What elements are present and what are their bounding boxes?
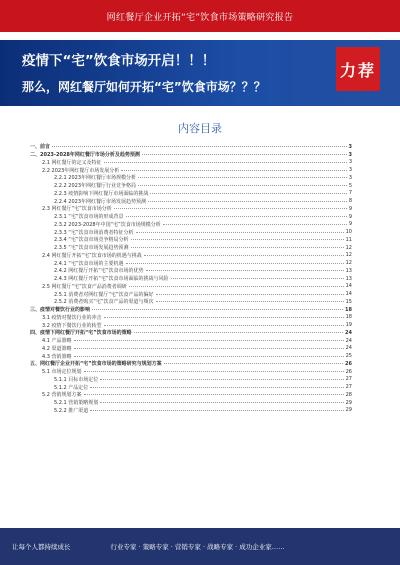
toc-entry-page: 11 (345, 236, 352, 243)
toc-entry-label: 2.4.1 “宅”饮食市场的主要机遇 (54, 260, 124, 267)
toc-leader-dots (156, 294, 344, 295)
toc-entry-page: 8 (348, 198, 352, 205)
toc-entry-label: 2.3.3 “宅”饮食市场消费者特征分析 (54, 229, 134, 236)
header-panel (0, 40, 400, 106)
toc-entry-page: 26 (345, 360, 352, 367)
toc-entry-page: 15 (345, 298, 352, 305)
toc-entry-label: 2.4.3 网红餐厅开拓“宅”饮食市场面临的挑战与风险 (54, 276, 169, 283)
toc-entry-page: 29 (345, 407, 352, 414)
toc-leader-dots (171, 278, 344, 279)
toc-entry-label: 2.3.4 “宅”饮食市场竞争格局分析 (54, 237, 129, 244)
toc-entry[interactable] (30, 399, 352, 407)
toc-leader-dots (126, 216, 347, 217)
toc-entry[interactable] (30, 306, 352, 314)
brand-seal: 力荐 (336, 47, 380, 91)
toc-entry-page: 27 (345, 384, 352, 391)
toc-leader-dots (100, 379, 343, 380)
toc-entry[interactable] (30, 345, 352, 353)
toc-leader-dots (148, 201, 347, 202)
toc-entry[interactable] (30, 182, 352, 190)
toc-leader-dots (156, 301, 344, 302)
toc-leader-dots (142, 154, 347, 155)
toc-entry-page: 13 (345, 267, 352, 274)
toc-entry-page: 13 (345, 275, 352, 282)
toc-entry-page: 18 (345, 314, 352, 321)
toc-entry-page: 24 (345, 337, 352, 344)
toc-entry-label: 2.1 网红餐厅的定义及特征 (42, 159, 102, 166)
toc-leader-dots (104, 317, 344, 318)
toc-leader-dots (131, 247, 344, 248)
toc-entry-label: 4.3 营销策略 (42, 353, 72, 360)
toc-entry-label: 2.4 网红餐厅开拓“宅”饮食市场的机遇与挑战 (42, 252, 142, 259)
toc-entry-page: 26 (345, 368, 352, 375)
toc-entry-label: 2.2.1 2023年网红餐厅市场规模分析 (54, 175, 137, 182)
banner-title: 网红餐厅企业开拓“宅”饮食市场策略研究报告 (106, 12, 294, 23)
toc-entry[interactable] (30, 283, 352, 291)
toc-leader-dots (163, 224, 347, 225)
table-of-contents (30, 143, 352, 414)
toc-entry-label: 2.4.2 网红餐厅开拓“宅”饮食市场的优势 (54, 268, 144, 275)
toc-entry-page: 14 (345, 283, 352, 290)
toc-leader-dots (84, 394, 344, 395)
toc-entry-page: 24 (345, 345, 352, 352)
toc-entry[interactable] (30, 259, 352, 267)
toc-leader-dots (74, 356, 344, 357)
toc-leader-dots (131, 239, 344, 240)
toc-leader-dots (90, 410, 343, 411)
toc-leader-dots (164, 363, 343, 364)
toc-leader-dots (92, 309, 343, 310)
toc-entry[interactable] (30, 383, 352, 391)
toc-leader-dots (84, 371, 344, 372)
toc-entry[interactable] (30, 252, 352, 260)
toc-entry-page: 19 (345, 322, 352, 329)
toc-entry-page: 28 (345, 391, 352, 398)
subheadline: 那么，网红餐厅如何开拓“宅”饮食市场？？？ (22, 80, 266, 94)
toc-leader-dots (129, 286, 344, 287)
toc-entry[interactable] (30, 321, 352, 329)
toc-leader-dots (52, 146, 347, 147)
toc-entry[interactable] (30, 314, 352, 322)
toc-leader-dots (138, 185, 347, 186)
toc-entry-page: 3 (348, 167, 352, 174)
toc-entry-label: 四、疫情下网红餐厅开拓“宅”饮食市场的策略 (30, 330, 132, 337)
toc-entry[interactable] (30, 213, 352, 221)
toc-entry[interactable] (30, 298, 352, 306)
toc-entry-label: 2.2.2 2023年网红餐厅行业竞争格局 (54, 183, 137, 190)
toc-entry-label: 3.2 疫情下餐饮行业的转型 (42, 322, 102, 329)
toc-entry[interactable] (30, 275, 352, 283)
toc-leader-dots (134, 332, 343, 333)
toc-entry[interactable] (30, 205, 352, 213)
toc-leader-dots (74, 348, 344, 349)
toc-entry-label: 5.1 市场定位规划 (42, 369, 82, 376)
toc-entry[interactable] (30, 151, 352, 159)
toc-entry-page: 27 (345, 376, 352, 383)
toc-entry-page: 12 (345, 244, 352, 251)
toc-entry-page: 3 (348, 174, 352, 181)
toc-leader-dots (146, 270, 344, 271)
toc-leader-dots (144, 255, 344, 256)
toc-entry[interactable] (30, 376, 352, 384)
toc-entry-label: 五、网红餐厅企业开拓“宅”饮食市场的策略研究与规划方案 (30, 361, 162, 368)
toc-entry[interactable] (30, 244, 352, 252)
toc-entry-page: 29 (345, 399, 352, 406)
toc-entry[interactable] (30, 360, 352, 368)
toc-entry-label: 2.2.3 疫情影响下网红餐厅市场面临的挑战 (54, 190, 149, 197)
toc-entry-page: 12 (345, 252, 352, 259)
toc-entry[interactable] (30, 159, 352, 167)
toc-entry-label: 2.2.4 2023年网红餐厅市场发展趋势预测 (54, 198, 147, 205)
toc-entry-page: 12 (345, 260, 352, 267)
toc-entry-label: 5.2 营销规划方案 (42, 392, 82, 399)
toc-entry-page: 14 (345, 291, 352, 298)
toc-entry[interactable] (30, 352, 352, 360)
toc-leader-dots (121, 170, 347, 171)
top-banner (0, 0, 400, 32)
toc-leader-dots (90, 387, 343, 388)
toc-entry-label: 2.3 网红餐厅“宅”饮食市场分析 (42, 206, 112, 213)
toc-leader-dots (74, 340, 344, 341)
headline: 疫情下“宅”饮食市场开启！！！ (22, 53, 216, 69)
toc-entry[interactable] (30, 267, 352, 275)
toc-entry-label: 3.1 疫情对餐饮行业的冲击 (42, 314, 102, 321)
toc-entry-page: 18 (345, 306, 352, 313)
toc-entry-page: 10 (345, 229, 352, 236)
toc-entry[interactable] (30, 221, 352, 229)
toc-entry-label: 一、前言 (30, 144, 51, 151)
toc-entry-label: 2.3.5 “宅”饮食市场发展趋势预测 (54, 245, 129, 252)
toc-entry-label: 三、疫情对餐饮行业的影响 (30, 307, 91, 314)
toc-entry-page: 9 (348, 213, 352, 220)
toc-entry-page: 7 (348, 190, 352, 197)
toc-entry[interactable] (30, 174, 352, 182)
toc-entry-page: 3 (348, 143, 352, 150)
footer-slogan: 让每个人都持续成长 (12, 543, 71, 551)
toc-entry-label: 5.2.1 营销策略规划 (54, 400, 99, 407)
toc-entry[interactable] (30, 166, 352, 174)
toc-entry[interactable] (30, 391, 352, 399)
toc-title: 内容目录 (178, 122, 222, 135)
toc-entry-page: 25 (345, 353, 352, 360)
toc-entry-page: 5 (348, 182, 352, 189)
toc-entry[interactable] (30, 329, 352, 337)
toc-entry-label: 2.3.1 “宅”饮食市场的形成背景 (54, 214, 124, 221)
toc-leader-dots (136, 232, 344, 233)
toc-leader-dots (104, 162, 347, 163)
toc-entry[interactable] (30, 368, 352, 376)
toc-entry-label: 2.3.2 2023-2028年中国“宅”饮食市场规模分析 (54, 221, 161, 228)
toc-entry-page: 9 (348, 221, 352, 228)
toc-entry-label: 二、2023-2028年网红餐厅市场分析及趋势预测 (30, 152, 140, 159)
toc-entry[interactable] (30, 236, 352, 244)
toc-entry-label: 2.2 2023年网红餐厅市场发展分析 (42, 167, 120, 174)
toc-leader-dots (126, 263, 344, 264)
toc-entry-page: 3 (348, 159, 352, 166)
toc-entry[interactable] (30, 407, 352, 415)
toc-entry-page: 3 (348, 151, 352, 158)
toc-leader-dots (138, 177, 347, 178)
toc-entry[interactable] (30, 190, 352, 198)
toc-entry-label: 2.5.1 消费者对网红餐厅“宅”饮食产品的偏好 (54, 291, 154, 298)
footer-bar (0, 528, 400, 565)
toc-leader-dots (100, 402, 343, 403)
toc-entry[interactable] (30, 197, 352, 205)
toc-entry-label: 4.1 产品策略 (42, 338, 72, 345)
footer-experts: 行业专家 · 策略专家 · 营销专家 · 战略专家 · 成功企业家…… (110, 543, 285, 551)
toc-entry-label: 5.2.2 推广渠道 (54, 407, 89, 414)
toc-entry[interactable] (30, 290, 352, 298)
toc-entry[interactable] (30, 143, 352, 151)
toc-entry-page: 24 (345, 329, 352, 336)
toc-leader-dots (104, 325, 344, 326)
toc-entry[interactable] (30, 337, 352, 345)
toc-leader-dots (150, 193, 346, 194)
toc-entry-label: 5.1.1 目标市场定位 (54, 376, 99, 383)
toc-entry-label: 4.2 渠道策略 (42, 345, 72, 352)
toc-entry[interactable] (30, 228, 352, 236)
toc-entry-label: 2.5 网红餐厅“宅”饮食产品消费者调研 (42, 283, 127, 290)
toc-entry-label: 2.5.2 消费者购买“宅”饮食产品的渠道与频次 (54, 299, 154, 306)
toc-entry-page: 9 (348, 205, 352, 212)
toc-leader-dots (114, 208, 347, 209)
toc-entry-label: 5.1.2 产品定位 (54, 384, 89, 391)
